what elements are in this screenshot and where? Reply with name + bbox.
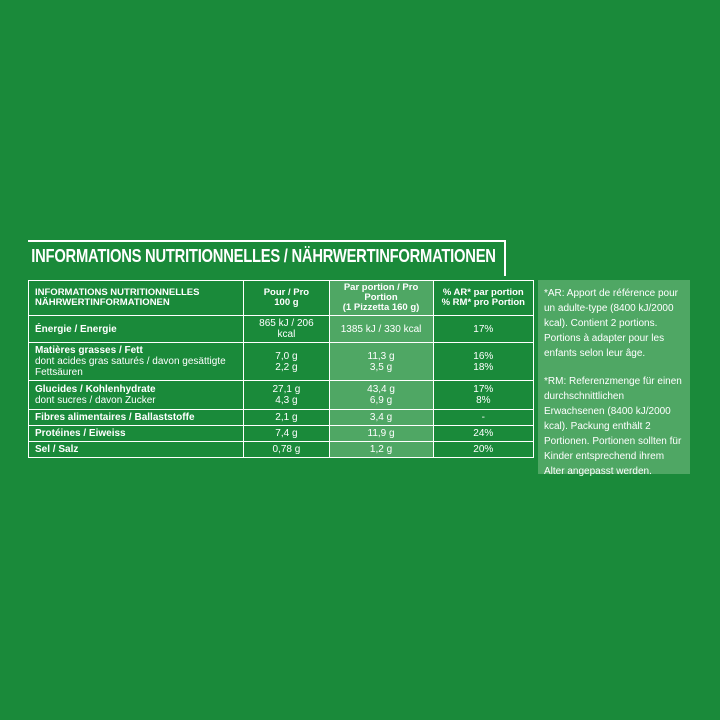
value-per-100g: 0,78 g (244, 442, 329, 458)
header-per-portion: Par portion / Pro Portion (1 Pizzetta 160 g) (329, 281, 433, 316)
header-per-100g: Pour / Pro 100 g (244, 281, 329, 316)
value-reference-intake: 20% (433, 442, 533, 458)
nutrient-subname: dont sucres / davon Zucker (35, 395, 156, 406)
nutrient-name: Énergie / Energie (29, 316, 244, 343)
header-nutrient: INFORMATIONS NUTRITIONNELLES NÄHRWERTINFORMATIONEN (29, 281, 244, 316)
nutrient-name: Fibres alimentaires / Ballaststoffe (29, 410, 244, 426)
note-fr: *AR: Apport de référence pour un adulte-type (8400 kJ/2000 kcal). Contient 2 portions. Portions à adapter pour les enfants selon leur âge. (544, 288, 678, 359)
nutrition-title: INFORMATIONS NUTRITIONNELLES / NÄHRWERTINFORMATIONEN (31, 246, 496, 266)
value-per-portion: 11,3 g 3,5 g (329, 343, 433, 381)
nutrient-name: Sel / Salz (29, 442, 244, 458)
table-header-row (29, 281, 534, 316)
value-reference-intake: 24% (433, 426, 533, 442)
value-per-100g: 7,4 g (244, 426, 329, 442)
table-row (29, 343, 534, 381)
value-reference-intake: 17% (433, 316, 533, 343)
table-row (29, 316, 534, 343)
value-per-100g: 7,0 g 2,2 g (244, 343, 329, 381)
value-per-portion: 3,4 g (329, 410, 433, 426)
value-per-portion: 11,9 g (329, 426, 433, 442)
table-row (29, 410, 534, 426)
value-per-portion: 1385 kJ / 330 kcal (329, 316, 433, 343)
nutrient-name: Protéines / Eiweiss (29, 426, 244, 442)
value-reference-intake: - (433, 410, 533, 426)
value-reference-intake: 17% 8% (433, 381, 533, 410)
value-reference-intake: 16% 18% (433, 343, 533, 381)
table-row (29, 442, 534, 458)
table-row (29, 426, 534, 442)
value-per-100g: 27,1 g 4,3 g (244, 381, 329, 410)
nutrition-panel (28, 240, 690, 480)
value-per-portion: 43,4 g 6,9 g (329, 381, 433, 410)
nutrition-table (28, 280, 534, 458)
note-de: *RM: Referenzmenge für einen durchschnittlichen Erwachsenen (8400 kJ/2000 kcal). Packung enthält 2 Portionen. Portionen sollten für Kinder entsprechend ihrem Alter angepasst werden. (544, 376, 682, 477)
reference-intake-note (538, 280, 690, 477)
value-per-portion: 1,2 g (329, 442, 433, 458)
nutrient-name: Glucides / Kohlenhydrate dont sucres / davon Zucker (29, 381, 244, 410)
value-per-100g: 865 kJ / 206 kcal (244, 316, 329, 343)
table-row (29, 381, 534, 410)
value-per-100g: 2,1 g (244, 410, 329, 426)
nutrient-name: Matières grasses / Fett dont acides gras saturés / davon gesättigte Fettsäuren (29, 343, 244, 381)
header-reference-intake: % AR* par portion % RM* pro Portion (433, 281, 533, 316)
nutrient-subname: dont acides gras saturés / davon gesättigte Fettsäuren (35, 356, 226, 378)
